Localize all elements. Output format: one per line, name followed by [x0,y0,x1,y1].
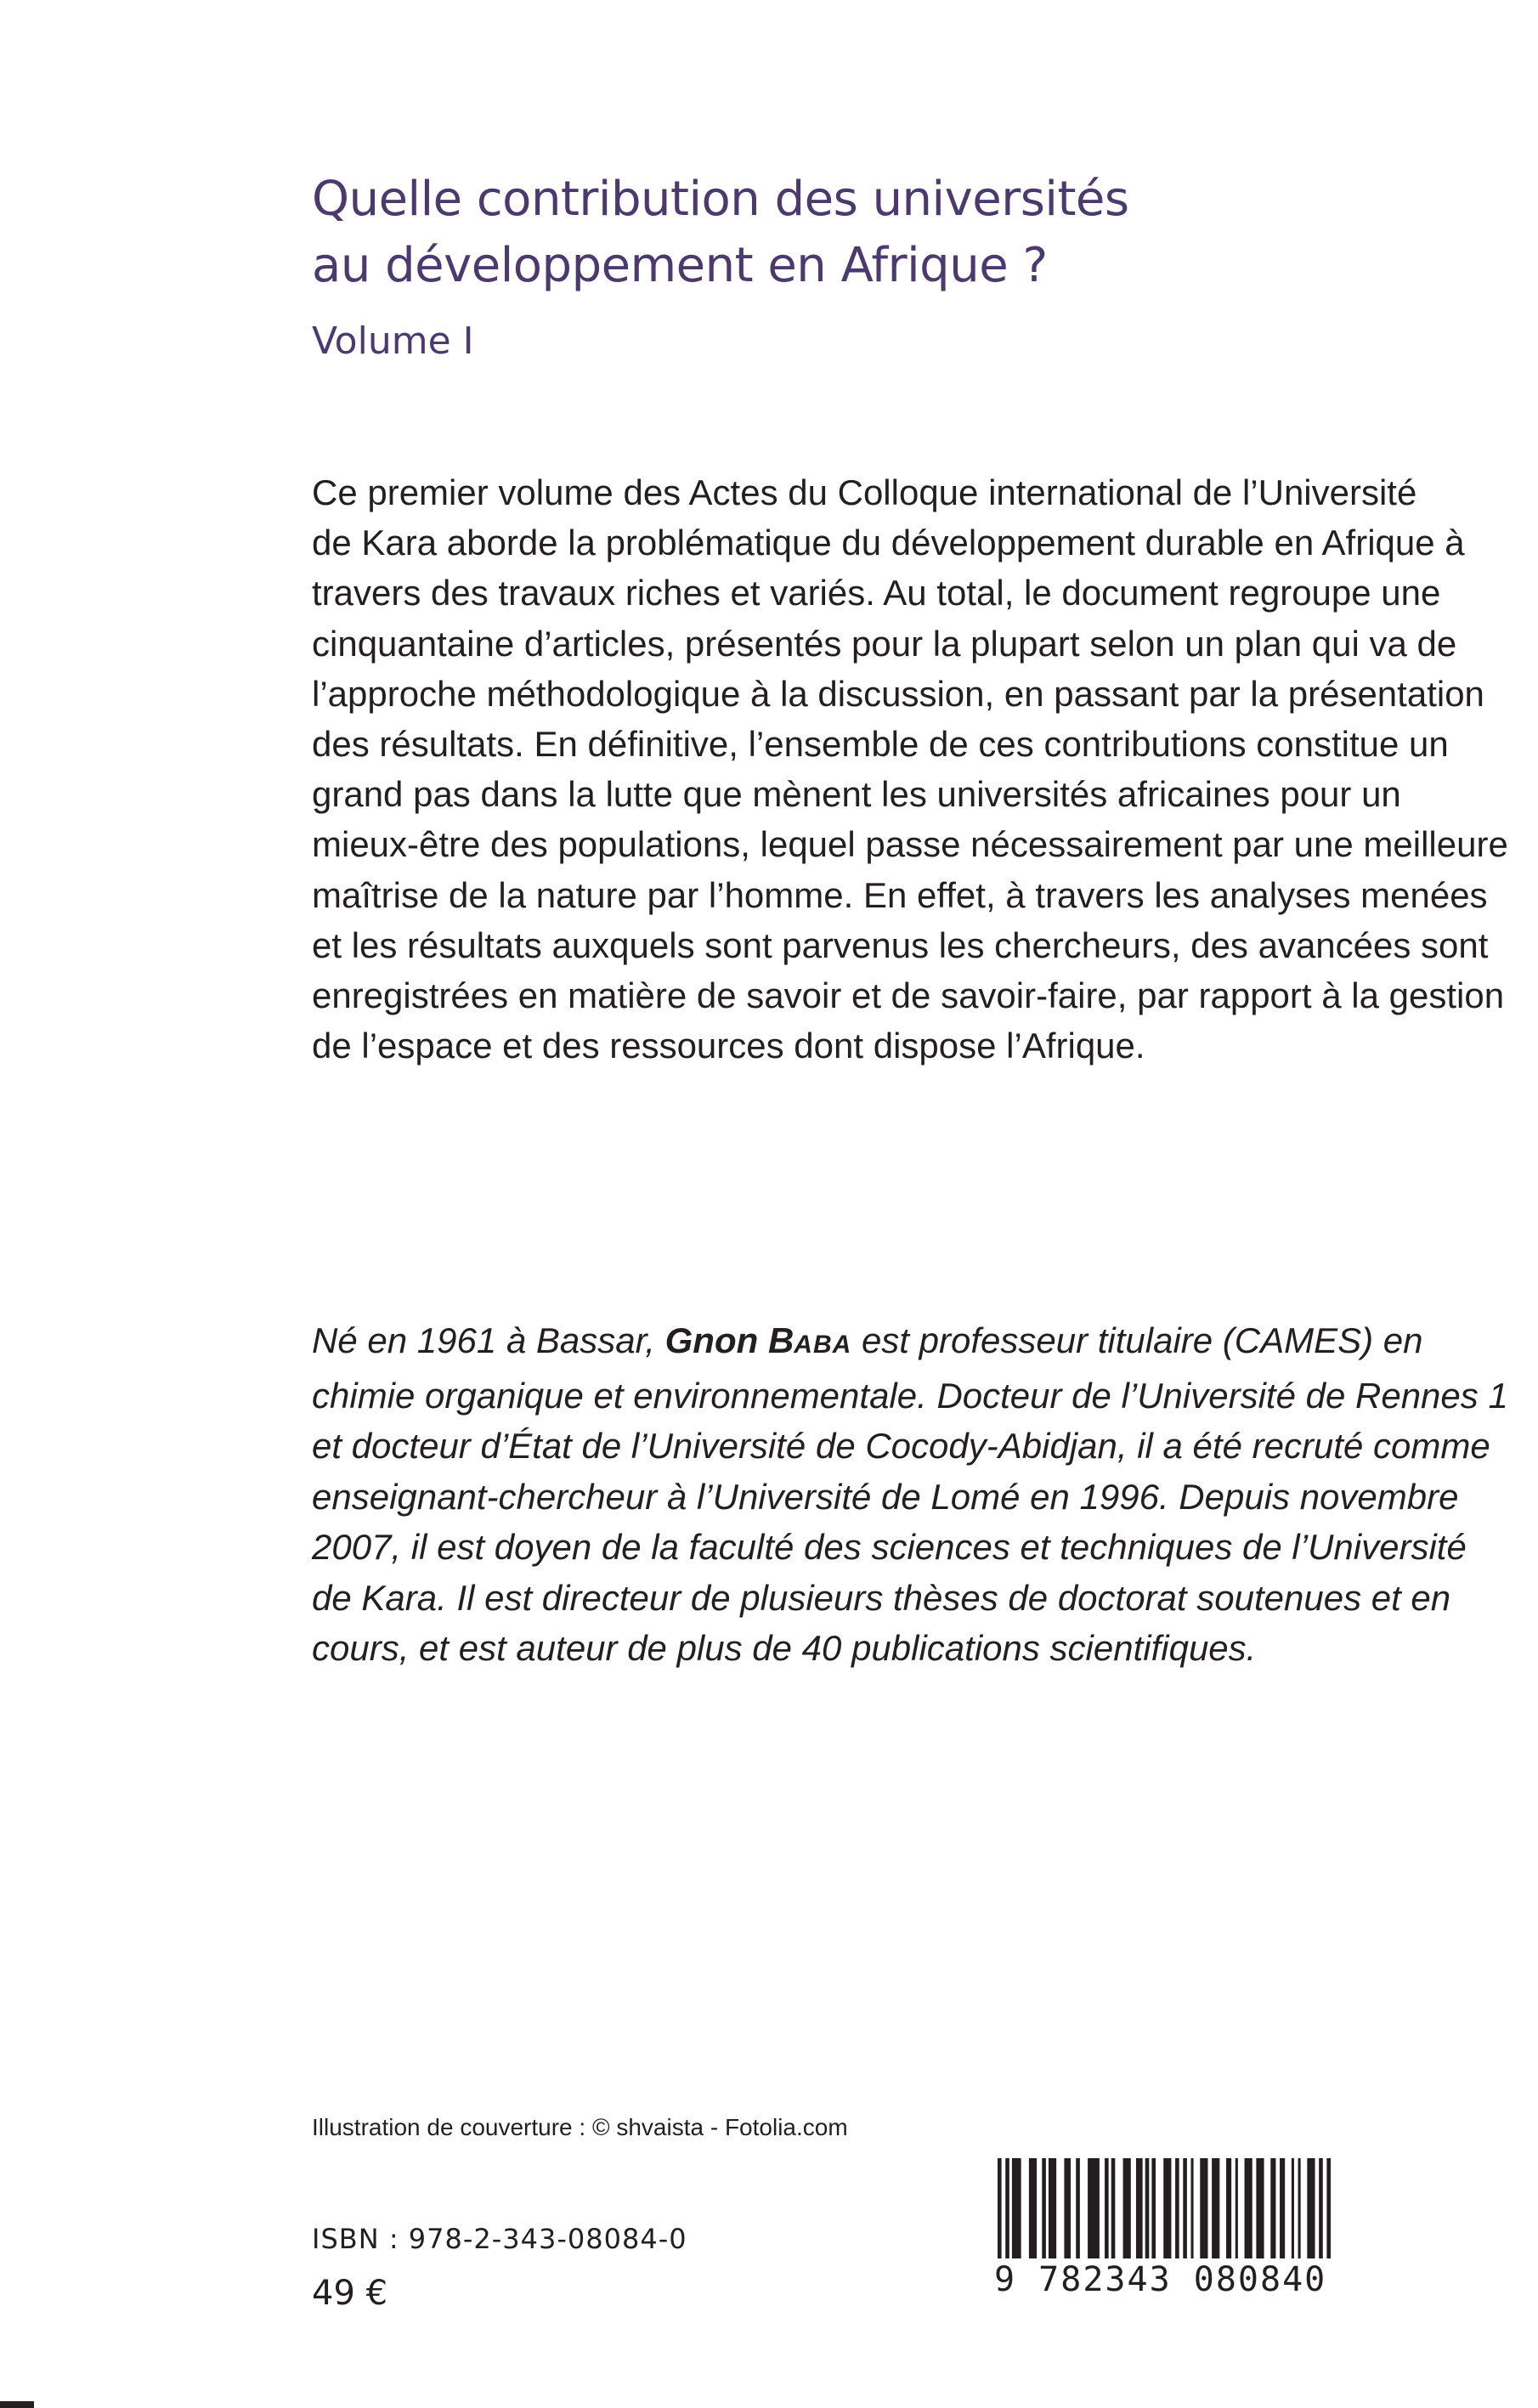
author-name [665,1320,852,1360]
barcode-bar [1029,2158,1037,2258]
bio-intro-rest: est professeur titulaire (CAMES) en [851,1320,1423,1360]
barcode-bar [1005,2158,1009,2258]
trim-mark [0,2401,34,2408]
barcode-digits: 9 782343 080840 [994,2260,1327,2299]
bio-line: chimie organique et environnementale. Docteur de l’Université de Rennes 1 [312,1375,1508,1416]
bio-intro: Né en 1961 à Bassar, [312,1320,665,1360]
author-last-initial: B [767,1320,794,1360]
summary-line: des résultats. En définitive, l’ensemble de ces contributions constitue un [312,724,1449,765]
bio-line: de Kara. Il est directeur de plusieurs thèses de doctorat soutenues et en [312,1577,1451,1618]
barcode-bar [1226,2158,1231,2258]
barcode-bar [1191,2158,1194,2258]
summary-line: maîtrise de la nature par l’homme. En effet, à travers les analyses menées [312,874,1488,915]
barcode-icon [994,2158,1334,2328]
bio-line: et docteur d’État de l’Université de Cocody-Abidjan, il a été recruté comme [312,1426,1490,1466]
bio-line [312,1315,1423,1371]
summary-paragraph [312,467,1508,1071]
barcode-bar [1183,2158,1187,2258]
barcode-bar [1145,2158,1150,2258]
summary-line: cinquantaine d’articles, présentés pour la plupart selon un plan qui va de [312,623,1457,664]
barcode-bar [1163,2158,1171,2258]
author-last-rest: ABA [794,1331,852,1359]
price: 49 € [312,2274,388,2313]
barcode-bar [998,2158,1002,2258]
barcode-bar [1319,2158,1323,2258]
barcode-bar [1042,2158,1046,2258]
barcode-bar [1088,2158,1100,2258]
book-title-line-1: Quelle contribution des universités [312,172,1129,227]
summary-line: mieux-être des populations, lequel passe nécessairement par une meilleure [312,824,1508,865]
barcode-bar [1235,2158,1238,2258]
barcode-bar [1212,2158,1219,2258]
barcode-bar [1256,2158,1264,2258]
barcode-bar [1076,2158,1080,2258]
barcode-bar [1280,2158,1285,2258]
barcode-bar [1175,2158,1179,2258]
barcode-bar [1298,2158,1301,2258]
barcode-bar [1307,2158,1315,2258]
bio-line: cours, et est auteur de plus de 40 publications scientifiques. [312,1628,1257,1668]
book-title-line-2: au développement en Afrique ? [312,238,1048,293]
barcode-bars [994,2158,1334,2260]
volume-label: Volume I [312,319,474,363]
barcode-bar [1123,2158,1131,2258]
barcode-bar [1245,2158,1252,2258]
barcode-bar [1200,2158,1207,2258]
cover-illustration-credit: Illustration de couverture : © shvaista - Fotolia.com [312,2114,848,2140]
barcode-bar [1064,2158,1071,2258]
barcode-bar [1151,2158,1156,2258]
barcode-bar [1105,2158,1109,2258]
bio-line: 2007, il est doyen de la faculté des sciences et techniques de l’Université [312,1527,1467,1567]
summary-line: travers des travaux riches et variés. Au total, le document regroupe une [312,573,1441,613]
barcode-bar [1326,2158,1331,2258]
isbn: ISBN : 978-2-343-08084-0 [312,2223,687,2255]
summary-line: l’approche méthodologique à la discussion, en passant par la présentation [312,673,1484,714]
barcode-bar [1292,2158,1294,2258]
summary-line: grand pas dans la lutte que mènent les universités africaines pour un [312,774,1401,815]
author-bio [312,1315,1508,1674]
summary-line: et les résultats auxquels sont parvenus les chercheurs, des avancées sont [312,924,1489,965]
barcode-bar [1270,2158,1275,2258]
bio-line: enseignant-chercheur à l’Université de Lomé en 1996. Depuis novembre [312,1476,1459,1517]
barcode-bar [1012,2158,1021,2258]
summary-line: enregistrées en matière de savoir et de savoir-faire, par rapport à la gestion [312,975,1505,1016]
barcode-bar [1049,2158,1056,2258]
barcode-bar [1111,2158,1116,2258]
barcode-bar [1136,2158,1143,2258]
author-first-name: Gnon [664,1320,768,1360]
summary-line: de Kara aborde la problématique du développement durable en Afrique à [312,523,1465,563]
summary-line: Ce premier volume des Actes du Colloque international de l’Université [312,472,1417,512]
summary-line: de l’espace et des ressources dont dispose l’Afrique. [312,1026,1145,1066]
book-title [312,167,1332,299]
